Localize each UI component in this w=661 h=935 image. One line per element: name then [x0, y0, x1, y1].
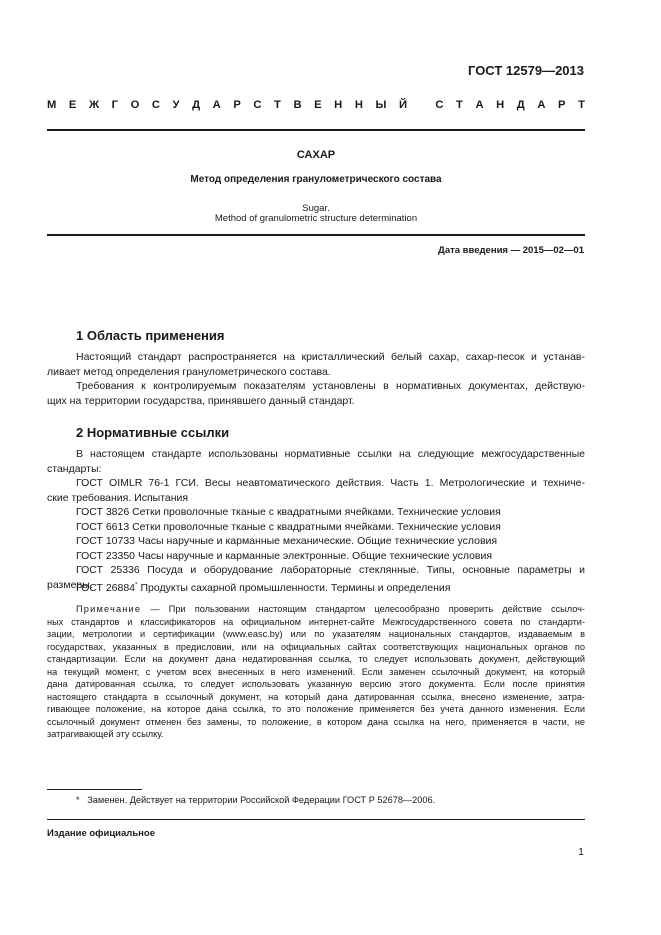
- reference-item: ГОСТ 25336 Посуда и оборудование лабораторные стеклянные. Типы, основные параметры и размеры.: [47, 564, 585, 591]
- banner-letter: С: [151, 99, 160, 111]
- interstate-standard-banner: [47, 99, 585, 111]
- banner-letter: А: [537, 99, 546, 111]
- banner-letter: М: [47, 99, 57, 111]
- note-block: Примечание — При пользовании настоящим стандартом целесообразно проверить действие ссылоч- ных стандартов и классификаторов на официальном интернет-сайте Межгосударственного совета по стандарти- зации, метрологии и сертификации (www.easc.by) или по указателям национальных стандартов, издаваемым в государствах, указанных в предисловии, или на официальных сайтах соответствующих национальных органов по стандартизации. Если на документ дана недатированная ссылка, то следует использовать документ, действующий на текущий момент, с учетом всех внесенных в него изменений. Если заменен ссылочный документ, на который дана датированная ссылка, то следует использовать указанную версию этого документа. Если после принятия настоящего стандарта в ссылочный документ, на который дана датированная ссылка, внесено изменение, затра- гивающее положение, на которое дана ссылка, то это положение применяется без учета данного изменения. Если ссылочный документ отменен без замены, то положение, в котором дана ссылка на него, применяется в части, не затрагивающей эту ссылку.: [47, 604, 585, 739]
- banner-letter: Й: [399, 99, 408, 111]
- header-rule: [47, 129, 585, 131]
- banner-letter: Д: [192, 99, 201, 111]
- section-2-intro: В настоящем стандарте использованы нормативные ссылки на следующие межгосударственные стандарты:: [47, 448, 585, 475]
- footnote-marker: *: [135, 581, 138, 589]
- document-title: САХАР: [296, 149, 336, 161]
- banner-letter: Е: [314, 99, 322, 111]
- banner-letter: А: [475, 99, 484, 111]
- title-rule: [47, 234, 585, 236]
- footnote-rule: [47, 789, 142, 790]
- section-1-paragraph-1: Настоящий стандарт распространяется на кристаллический белый сахар, сахар-песок и устанав- ливает метод определения гранулометрического состава.: [47, 351, 585, 378]
- banner-letter: Т: [274, 99, 281, 111]
- banner-letter: С: [435, 99, 444, 111]
- page-number: 1: [578, 846, 584, 858]
- note-label: Примечание: [76, 604, 142, 614]
- banner-letter: Ж: [88, 99, 100, 111]
- banner-letter: У: [172, 99, 180, 111]
- banner-letter: [420, 99, 423, 111]
- banner-letter: О: [130, 99, 140, 111]
- reference-item: ГОСТ 3826 Сетки проволочные тканые с квадратными ячейками. Технические условия ГОСТ 6613 Сетки проволочные тканые с квадратными ячейками. Технические условия ГОСТ 10733 Часы наручные и карманные механические. Общие технические условия ГОСТ 23350 Часы наручные и карманные электронные. Общие технические условия: [76, 506, 501, 562]
- banner-letter: Н: [334, 99, 343, 111]
- section-1-paragraph-2: Требования к контролируемым показателям установлены в нормативных документах, действую- щих на территории государства, принявшего данный стандарт.: [47, 380, 585, 407]
- banner-letter: В: [293, 99, 302, 111]
- official-edition-label: Издание официальное: [47, 828, 155, 839]
- footer-rule: [47, 819, 585, 820]
- document-subtitle: Метод определения гранулометрического состава: [190, 174, 442, 185]
- reference-item: ГОСТ 26884* Продукты сахарной промышленности. Термины и определения: [76, 581, 451, 594]
- standard-code: ГОСТ 12579—2013: [468, 63, 584, 78]
- banner-letter: Р: [558, 99, 566, 111]
- banner-letter: Т: [456, 99, 463, 111]
- banner-letter: Т: [578, 99, 585, 111]
- section-1-heading: 1 Область применения: [76, 328, 225, 343]
- introduction-date: Дата введения — 2015—02—01: [438, 245, 584, 256]
- banner-letter: Е: [68, 99, 77, 111]
- banner-letter: А: [212, 99, 221, 111]
- banner-letter: Г: [111, 99, 118, 111]
- banner-letter: Н: [496, 99, 505, 111]
- english-title: Sugar.: [302, 203, 330, 214]
- banner-letter: Д: [516, 99, 525, 111]
- banner-letter: Р: [233, 99, 241, 111]
- footnote: * Заменен. Действует на территории Российской Федерации ГОСТ Р 52678—2006.: [76, 795, 436, 805]
- banner-letter: Н: [354, 99, 363, 111]
- english-subtitle: Method of granulometric structure determination: [214, 213, 418, 224]
- banner-letter: Ы: [375, 99, 387, 111]
- banner-letter: С: [253, 99, 262, 111]
- section-2-heading: 2 Нормативные ссылки: [76, 425, 230, 440]
- reference-item: ГОСТ OIMLR 76-1 ГСИ. Весы неавтоматического действия. Часть 1. Метрологические и техниче- ские требования. Испытания: [47, 477, 585, 504]
